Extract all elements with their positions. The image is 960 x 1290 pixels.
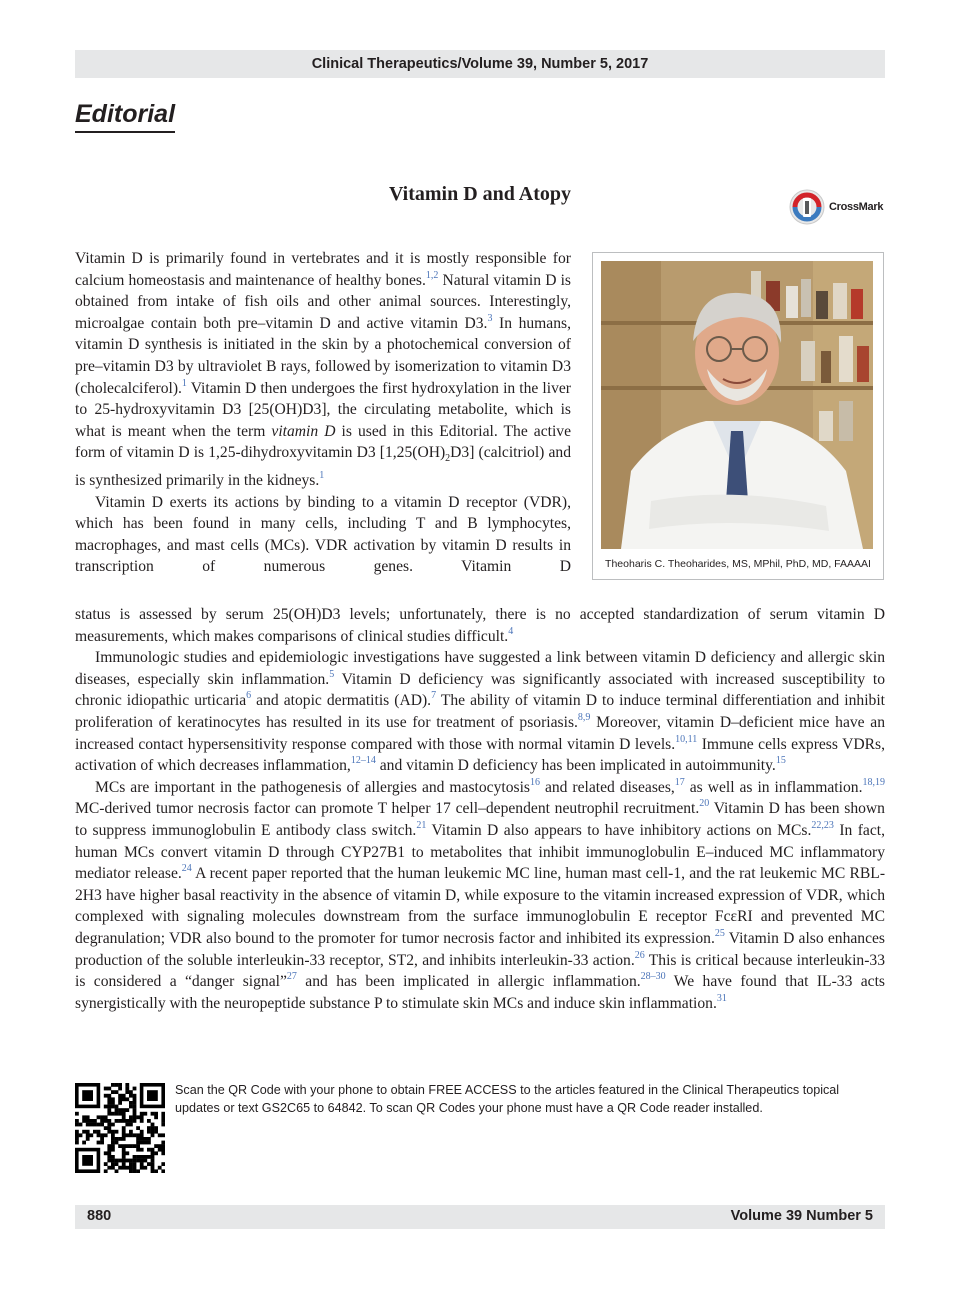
reference-link[interactable]: 31 — [716, 992, 727, 1004]
volume-label: Volume 39 Number 5 — [730, 1208, 873, 1224]
page-number: 880 — [87, 1208, 112, 1224]
body-column-wide — [75, 604, 885, 1014]
article-title: Vitamin D and Atopy — [388, 183, 572, 205]
paragraph-1: Vitamin D is primarily found in vertebrates and it is mostly responsible for calcium homeostasis and maintenance of healthy bones.$^{1,2}$ Natural vitamin D is obtained from intake of fish oils and other animal sources. Interestingly, microalgae contain both pre–vitamin D and active vitamin D3.$^3$ In humans, vitamin D synthesis is initiated in the skin by a photochemical conversion of pre–vitamin D3 by ultraviolet B rays, followed by isomerization to vitamin D3 (cholecalciferol).$^1$ Vitamin D then undergoes the first hydroxylation in the liver to 25-hydroxyvitamin D3 [25(OH)D3], the circulating metabolite, which is what is meant when the term vitamin D is used in this Editorial. The active form of vitamin D is 1,25-dihydroxyvitamin D3 $[1,25(OH)_2D3]$ (calcitriol) and is synthesized primarily in the kidneys.$^1$ — [75, 250, 572, 490]
reference-link[interactable]: 25 — [714, 927, 725, 939]
qr-code[interactable] — [75, 1083, 165, 1173]
reference-link[interactable]: 3 — [487, 312, 493, 324]
qr-instructions: Scan the QR Code with your phone to obtain FREE ACCESS to the articles featured in the Clinical Therapeutics topical updates or text GS2C65 to 64842. To scan QR Codes your phone must have a QR Code reader installed. — [175, 1083, 840, 1115]
paragraph-3: Immunologic studies and epidemiologic investigations have suggested a link between vitamin D deficiency and allergic skin diseases, especially skin inflammation.$^5$ Vitamin D deficiency was significantly associated with increased susceptibility to chronic idiopathic urticaria$^6$ and atopic dermatitis (AD).$^7$ The ability of vitamin D to induce terminal differentiation and inhibit proliferation of keratinocytes has resulted in its use for treatment of psoriasis.$^{8,9}$ Moreover, vitamin D–deficient mice have an increased contact hypersensitivity response compared with those with normal vitamin D levels.$^{10,11}$ Immune cells express VDRs, activation of which decreases inflammation,$^{12-14}$ and vitamin D deficiency has been implicated in autoimmunity.$^{15}$ — [75, 649, 885, 775]
paragraph-2-start: Vitamin D exerts its actions by binding to a vitamin D receptor (VDR), which has been found in many cells, including T and B lymphocytes, macrophages, and mast cells (MCs). VDR activation by vitamin D results in transcription of numerous genes. Vitamin D — [75, 493, 571, 576]
reference-link[interactable]: 1 — [181, 377, 187, 389]
reference-link[interactable]: 6 — [246, 690, 252, 702]
author-photo — [601, 261, 873, 549]
reference-link[interactable]: 26 — [634, 949, 645, 961]
reference-link[interactable]: 24 — [181, 863, 192, 875]
reference-link[interactable]: 15 — [775, 755, 786, 767]
reference-link[interactable]: 28–30 — [640, 971, 666, 983]
running-footer — [75, 1205, 885, 1229]
paragraph-4: MCs are important in the pathogenesis of allergies and mastocytosis$^{16}$ and related diseases,$^{17}$ as well as in inflammation.$^{18,19}$ MC-derived tumor necrosis factor can promote T helper 17 cell–dependent neutrophil recruitment.$^{20}$ Vitamin D has been shown to suppress immunoglobulin E antibody class switch.$^{21}$ Vitamin D also appears to have inhibitory actions on MCs.$^{22,23}$ In fact, human MCs convert vitamin D through CYP27B1 to metabolites that inhibit immunoglobulin E–induced MC inflammatory mediator release.$^{24}$ A recent paper reported that the human leukemic MC line, human mast cell-1, and the rat leukemic MC RBL-2H3 have higher basal reactivity in the absence of vitamin D, while exposure to the vitamin increased expression of VDR, which complexed with signaling molecules downstream from the surface immunoglobulin E receptor FcεRI and prevented MC degranulation; VDR also bound to the promoter for tumor necrosis factor and inhibited its expression.$^{25}$ Vitamin D also enhances production of the soluble interleukin-33 receptor, ST2, and inhibits interleukin-33 action.$^{26}$ This is critical because interleukin-33 is considered a “danger signal”$^{27}$ and has been implicated in allergic inflammation.$^{28-30}$ We have found that IL-33 acts synergistically with the neuropeptide substance P to stimulate skin MCs and induce skin inflammation.$^{31}$ — [75, 776, 886, 1012]
journal-citation: Clinical Therapeutics/Volume 39, Number 5, 2017 — [311, 56, 649, 72]
crossmark-icon — [788, 188, 826, 226]
body-column-narrow — [75, 248, 571, 578]
crossmark-label: CrossMark — [829, 201, 884, 213]
reference-link[interactable]: 16 — [529, 776, 540, 788]
reference-link[interactable]: 17 — [674, 776, 685, 788]
reference-link[interactable]: 4 — [508, 625, 514, 637]
photo-caption: Theoharis C. Theoharides, MS, MPhil, PhD, MD, FAAAAI — [605, 558, 871, 570]
reference-link[interactable]: 1 — [319, 470, 325, 482]
reference-link[interactable]: 7 — [431, 690, 437, 702]
running-header — [75, 50, 885, 78]
paragraph-2-end: status is assessed by serum 25(OH)D3 levels; unfortunately, there is no accepted standardization of serum vitamin D measurements, which makes comparisons of clinical studies difficult.$^4$ — [75, 606, 885, 645]
reference-link[interactable]: 21 — [416, 819, 427, 831]
reference-link[interactable]: 1,2 — [425, 269, 439, 281]
reference-link[interactable]: 18,19 — [862, 776, 885, 788]
reference-link[interactable]: 10,11 — [675, 733, 698, 745]
reference-link[interactable]: 12–14 — [350, 755, 376, 767]
reference-link[interactable]: 22,23 — [811, 819, 834, 831]
author-photo-figure — [592, 252, 884, 580]
reference-link[interactable]: 5 — [329, 668, 335, 680]
qr-code-icon — [75, 1083, 165, 1173]
section-label: Editorial — [75, 100, 175, 133]
reference-link[interactable]: 20 — [699, 798, 710, 810]
reference-link[interactable]: 8,9 — [577, 711, 591, 723]
crossmark-badge[interactable] — [788, 188, 883, 226]
reference-link[interactable]: 27 — [286, 971, 297, 983]
